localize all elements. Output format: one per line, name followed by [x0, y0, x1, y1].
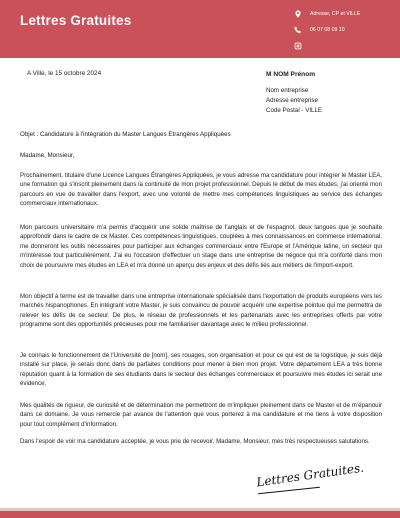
recipient-address: Adresse entreprise	[266, 97, 318, 104]
phone-icon	[293, 26, 302, 35]
letter-paragraph: Mon parcours universitaire m'a permis d'acquérir une solide maîtrise de l'anglais et de l'espagnol, deux langues que je souhaite approfondir dans le cadre de ce Master. Ces compétences linguistiques, couplées à mes connaissances en commerce international, me donneront les outils nécessaires pour participer aux échanges commerciaux entre l'Europe et l'Amérique latine, un secteur qui m'intéresse tout particulièrement. J'ai eu l'occasion d'effectuer un stage dans une entreprise de négoce qui m'a conforté dans mon choix de poursuivre mes études en LEA et m'a donné un aperçu des enjeux et des défis liés aux métiers de l'import-export.	[20, 224, 382, 269]
instagram-icon	[293, 42, 302, 51]
recipient-postal-city: Code Postal - VILLE	[266, 107, 323, 114]
brand-name: Lettres Gratuites	[20, 13, 132, 28]
letter-greeting: Madame, Monsieur,	[20, 152, 75, 159]
contact-block	[293, 6, 360, 70]
letter-paragraph: Prochainement, titulaire d'une Licence Langues Étrangères Appliquées, je vous adresse ma candidature pour intégrer le Master LEA, une formation qui s'inscrit pleinement dans la continuité de mon projet professionnel. Depuis le début de mes études, j'ai orienté mon parcours en vue de travailler dans l'export, avec une volonté de mettre mes compétences linguistiques au service des échanges commerciaux internationaux.	[20, 172, 382, 208]
letter-paragraph: Mes qualités de rigueur, de curiosité et de détermination me permettront de m'impliquer pleinement dans ce Master et de m'épanouir dans ce domaine. Je vous remercie par avance de l'attention que vous porterez à ma candidature et me tiens à votre disposition pour tout complément d'information.	[20, 402, 382, 428]
letter-paragraph: Mon objectif à terme est de travailler dans une entreprise internationale spécialisée dans l'exportation de produits européens vers les marchés hispanophones. En intégrant votre Master, je suis convaincu de pouvoir acquérir une expertise pointue qui me permettra de relever les défis de ce secteur. De plus, le réseau de professionnels et les partenariats avec les entreprises offerts par votre programme sont des opportunités précieuses pour me familiariser davantage avec le milieu professionnel.	[20, 293, 382, 329]
handwritten-signature: Lettres Gratuites.	[255, 460, 365, 490]
recipient-name: M NOM Prénom	[266, 71, 316, 78]
recipient-block	[266, 70, 322, 116]
letter-paragraph: Je connais le fonctionnement de l'Université de [nom], ses rouages, son organisation et pour ce qui est de la logistique, je suis déjà installé sur place, je serais donc dans de parfaites conditions pour mener à bien mon projet. Votre département LEA a très bonne réputation quant à la formation de ses étudiants dans le secteur des échanges commerciaux et poursuivre mes études ici serait une évidence.	[20, 352, 382, 388]
letter-date: A Ville, le 15 octobre 2024	[27, 70, 102, 77]
location-pin-icon	[293, 10, 302, 19]
email-icon	[293, 58, 302, 67]
contact-phone-text: 06 07 08 09 10	[310, 27, 345, 33]
recipient-company: Nom entreprise	[266, 87, 309, 94]
letter-subject: Objet : Candidature à l'intégration du Master Langues Etrangères Appliquées	[20, 131, 231, 138]
contact-phone	[293, 22, 360, 38]
contact-address	[293, 6, 360, 22]
letter-paragraph: Dans l'espoir de voir ma candidature acceptée, je vous prie de recevoir, Madame, Monsieur, mes très respectueuses salutations.	[20, 438, 370, 445]
footer-band	[0, 508, 400, 518]
contact-instagram	[293, 38, 360, 54]
contact-email-text: votre@email.com	[310, 59, 351, 65]
header-banner	[0, 0, 400, 65]
contact-email	[293, 54, 360, 70]
contact-address-text: Adresse, CP et VILLE	[310, 11, 361, 17]
